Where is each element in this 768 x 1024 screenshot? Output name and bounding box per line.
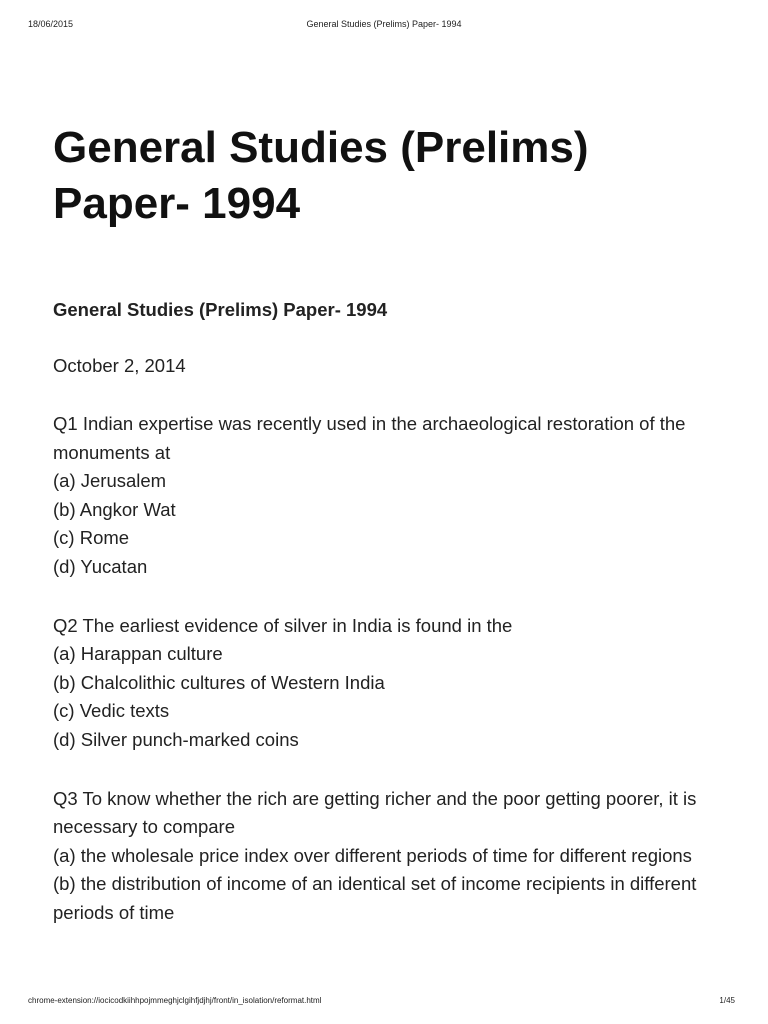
option-d: (d) Silver punch-marked coins bbox=[53, 728, 299, 750]
option-a: (a) the wholesale price index over different periods of time for different regions bbox=[53, 844, 692, 866]
article-subtitle: General Studies (Prelims) Paper- 1994 bbox=[53, 299, 388, 320]
page-title: General Studies (Prelims) Paper- 1994 bbox=[53, 123, 589, 228]
question-text: Q1 Indian expertise was recently used in the archaeological restoration of the monuments at bbox=[53, 413, 686, 463]
option-c: (c) Rome bbox=[53, 527, 130, 549]
print-header-title: General Studies (Prelims) Paper- 1994 bbox=[306, 19, 462, 29]
question-text: Q2 The earliest evidence of silver in India is found in the bbox=[53, 614, 513, 636]
option-b: (b) Angkor Wat bbox=[53, 498, 176, 520]
article-content bbox=[53, 120, 713, 928]
question-2 bbox=[53, 612, 713, 755]
option-a: (a) Jerusalem bbox=[53, 470, 167, 492]
article-date: October 2, 2014 bbox=[53, 355, 186, 376]
print-header-date: 18/06/2015 bbox=[28, 19, 74, 29]
option-b: (b) the distribution of income of an identical set of income recipients in different periods of time bbox=[53, 873, 697, 923]
print-footer-url: chrome-extension://iocicodkiihhpojmmeghjclgihfjdjhj/front/in_isolation/reformat.html bbox=[28, 996, 322, 1005]
option-a: (a) Harappan culture bbox=[53, 643, 223, 665]
question-text: Q3 To know whether the rich are getting richer and the poor getting poorer, it is necessary to compare bbox=[53, 787, 697, 838]
question-1 bbox=[53, 410, 713, 582]
option-d: (d) Yucatan bbox=[53, 555, 148, 577]
question-3 bbox=[53, 785, 713, 928]
option-b: (b) Chalcolithic cultures of Western India bbox=[53, 671, 385, 693]
print-footer-page-number: 1/45 bbox=[719, 996, 735, 1005]
option-c: (c) Vedic texts bbox=[53, 700, 170, 722]
